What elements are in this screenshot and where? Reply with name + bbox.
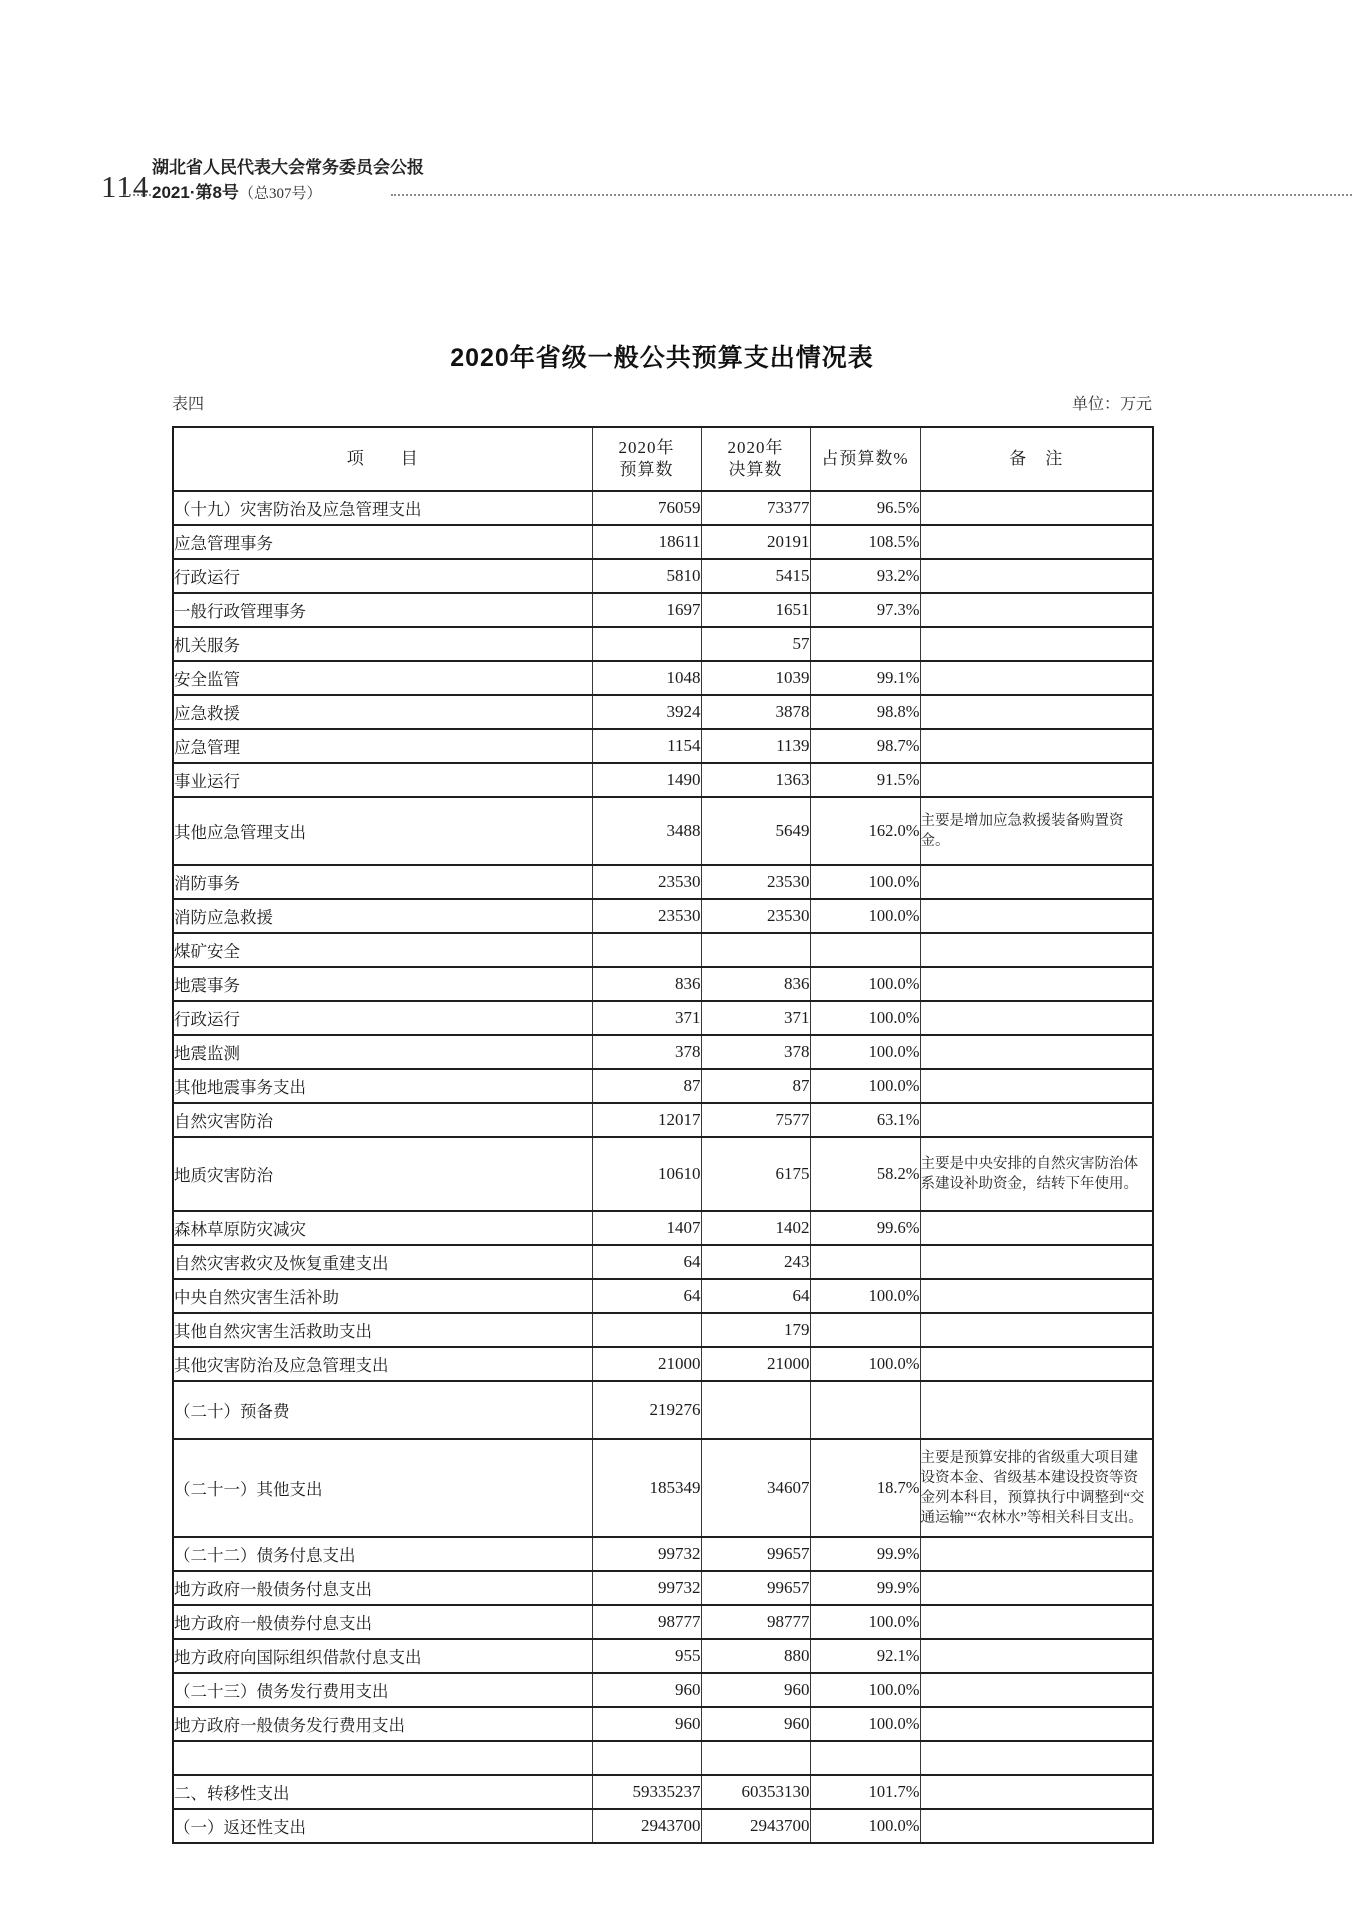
table-row [173,661,1153,695]
table-row [173,1741,1153,1775]
note-cell [920,1741,1153,1775]
final-cell: 2943700 [701,1809,810,1843]
item-cell: 行政运行 [173,559,592,593]
final-cell: 57 [701,627,810,661]
item-cell: 二、转移性支出 [173,1775,592,1809]
final-cell: 5649 [701,797,810,865]
note-cell [920,1571,1153,1605]
budget-cell: 1154 [592,729,701,763]
budget-cell: 21000 [592,1347,701,1381]
item-cell: 消防事务 [173,865,592,899]
budget-cell: 76059 [592,491,701,525]
col-header-budget-line1: 2020年 [618,438,675,457]
pct-cell: 98.8% [810,695,920,729]
note-cell [920,729,1153,763]
col-header-budget [592,427,701,491]
item-cell: 安全监管 [173,661,592,695]
note-cell [920,865,1153,899]
note-cell [920,763,1153,797]
budget-cell [592,933,701,967]
note-cell [920,933,1153,967]
item-cell [173,1741,592,1775]
item-cell: 地方政府一般债务发行费用支出 [173,1707,592,1741]
table-row [173,491,1153,525]
table-row [173,1347,1153,1381]
final-cell: 99657 [701,1571,810,1605]
table-row [173,1103,1153,1137]
table-row [173,763,1153,797]
budget-cell: 1048 [592,661,701,695]
note-cell [920,695,1153,729]
final-cell: 880 [701,1639,810,1673]
final-cell: 73377 [701,491,810,525]
budget-cell: 955 [592,1639,701,1673]
table-row [173,1537,1153,1571]
budget-cell: 371 [592,1001,701,1035]
note-cell [920,1809,1153,1843]
table-row [173,525,1153,559]
pct-cell: 99.9% [810,1571,920,1605]
masthead-issue-suffix: （总307号） [238,186,322,202]
pct-cell: 100.0% [810,899,920,933]
table-row [173,1211,1153,1245]
budget-table-body [173,491,1153,1843]
note-cell: 主要是预算安排的省级重大项目建设资本金、省级基本建设投资等资金列本科目，预算执行中调整到“交通运输”“农林水”等相关科目支出。 [920,1439,1153,1537]
pct-cell: 99.9% [810,1537,920,1571]
pct-cell: 100.0% [810,1001,920,1035]
note-cell [920,1707,1153,1741]
final-cell: 7577 [701,1103,810,1137]
table-row [173,865,1153,899]
note-cell [920,1001,1153,1035]
table-row [173,933,1153,967]
page-number: 114 [101,169,150,204]
budget-table [172,426,1154,1844]
item-cell: 地方政府一般债务付息支出 [173,1571,592,1605]
budget-cell: 99732 [592,1571,701,1605]
item-cell: 应急管理 [173,729,592,763]
final-cell: 3878 [701,695,810,729]
budget-cell: 64 [592,1279,701,1313]
table-row [173,1707,1153,1741]
item-cell: （一）返还性支出 [173,1809,592,1843]
pct-cell: 100.0% [810,1069,920,1103]
item-cell: （二十二）债务付息支出 [173,1537,592,1571]
item-cell: 其他自然灾害生活救助支出 [173,1313,592,1347]
table-row [173,1069,1153,1103]
table-row [173,797,1153,865]
item-cell: （十九）灾害防治及应急管理支出 [173,491,592,525]
table-row [173,1313,1153,1347]
item-cell: 地震事务 [173,967,592,1001]
final-cell: 20191 [701,525,810,559]
budget-cell: 99732 [592,1537,701,1571]
table-row [173,593,1153,627]
final-cell: 23530 [701,899,810,933]
unit-label: 单位：万元 [1071,396,1152,413]
pct-cell: 108.5% [810,525,920,559]
budget-cell: 59335237 [592,1775,701,1809]
budget-cell: 87 [592,1069,701,1103]
final-cell: 64 [701,1279,810,1313]
note-cell [920,1347,1153,1381]
note-cell [920,1211,1153,1245]
note-cell [920,1673,1153,1707]
item-cell: （二十三）债务发行费用支出 [173,1673,592,1707]
item-cell: 一般行政管理事务 [173,593,592,627]
note-cell [920,899,1153,933]
final-cell: 34607 [701,1439,810,1537]
table-row [173,1001,1153,1035]
note-cell [920,967,1153,1001]
pct-cell: 162.0% [810,797,920,865]
note-cell [920,1605,1153,1639]
note-cell [920,525,1153,559]
final-cell: 371 [701,1001,810,1035]
item-cell: 其他地震事务支出 [173,1069,592,1103]
pct-cell [810,933,920,967]
col-header-final-line1: 2020年 [727,438,784,457]
table-row [173,1605,1153,1639]
final-cell: 836 [701,967,810,1001]
final-cell: 960 [701,1673,810,1707]
note-cell [920,1279,1153,1313]
note-cell [920,1103,1153,1137]
budget-cell: 960 [592,1673,701,1707]
budget-cell: 64 [592,1245,701,1279]
note-cell [920,491,1153,525]
final-cell: 1039 [701,661,810,695]
col-header-budget-line2: 预算数 [619,460,674,479]
item-cell: （二十一）其他支出 [173,1439,592,1537]
final-cell: 1651 [701,593,810,627]
table-row [173,729,1153,763]
note-cell: 主要是中央安排的自然灾害防治体系建设补助资金，结转下年使用。 [920,1137,1153,1211]
pct-cell: 92.1% [810,1639,920,1673]
pct-cell: 96.5% [810,491,920,525]
budget-cell: 960 [592,1707,701,1741]
final-cell: 23530 [701,865,810,899]
table-tag: 表四 [172,396,205,413]
note-cell [920,1035,1153,1069]
budget-cell: 378 [592,1035,701,1069]
table-row [173,967,1153,1001]
budget-cell: 18611 [592,525,701,559]
pct-cell [810,1381,920,1439]
note-cell [920,1381,1153,1439]
item-cell: 地方政府一般债券付息支出 [173,1605,592,1639]
pct-cell: 100.0% [810,1673,920,1707]
item-cell: （二十）预备费 [173,1381,592,1439]
table-row [173,1137,1153,1211]
pct-cell: 91.5% [810,763,920,797]
pct-cell: 100.0% [810,865,920,899]
final-cell: 21000 [701,1347,810,1381]
budget-cell: 12017 [592,1103,701,1137]
pct-cell: 100.0% [810,1279,920,1313]
budget-cell: 10610 [592,1137,701,1211]
budget-cell [592,627,701,661]
budget-cell: 219276 [592,1381,701,1439]
final-cell: 1139 [701,729,810,763]
table-row [173,1439,1153,1537]
table-row [173,1381,1153,1439]
table-row [173,1809,1153,1843]
masthead-title: 湖北省人民代表大会常务委员会公报 [152,158,424,177]
table-meta [172,396,1152,414]
pct-cell: 63.1% [810,1103,920,1137]
budget-cell: 23530 [592,865,701,899]
pct-cell [810,1313,920,1347]
note-cell: 主要是增加应急救援装备购置资金。 [920,797,1153,865]
col-header-item: 项 目 [173,427,592,491]
pct-cell: 99.1% [810,661,920,695]
budget-cell [592,1313,701,1347]
pct-cell: 93.2% [810,559,920,593]
item-cell: 行政运行 [173,1001,592,1035]
pct-cell: 58.2% [810,1137,920,1211]
pct-cell: 99.6% [810,1211,920,1245]
final-cell: 60353130 [701,1775,810,1809]
item-cell: 机关服务 [173,627,592,661]
col-header-pct: 占预算数% [810,427,920,491]
table-row [173,1245,1153,1279]
final-cell: 1363 [701,763,810,797]
table-row [173,1571,1153,1605]
pct-cell: 100.0% [810,967,920,1001]
table-row [173,1775,1153,1809]
final-cell: 179 [701,1313,810,1347]
pct-cell: 97.3% [810,593,920,627]
pct-cell: 100.0% [810,1809,920,1843]
item-cell: 中央自然灾害生活补助 [173,1279,592,1313]
pct-cell [810,627,920,661]
final-cell [701,1381,810,1439]
budget-cell: 2943700 [592,1809,701,1843]
pct-cell: 18.7% [810,1439,920,1537]
budget-cell: 3924 [592,695,701,729]
item-cell: 自然灾害防治 [173,1103,592,1137]
table-row [173,627,1153,661]
table-header-row [173,427,1153,491]
item-cell: 地方政府向国际组织借款付息支出 [173,1639,592,1673]
pct-cell [810,1245,920,1279]
item-cell: 消防应急救援 [173,899,592,933]
budget-cell: 98777 [592,1605,701,1639]
dotted-leader-left [124,194,151,196]
note-cell [920,627,1153,661]
note-cell [920,1639,1153,1673]
masthead-issue: 2021·第8号 [152,183,239,202]
col-header-final-line2: 决算数 [728,460,783,479]
final-cell: 5415 [701,559,810,593]
budget-cell: 836 [592,967,701,1001]
item-cell: 应急救援 [173,695,592,729]
budget-cell: 1490 [592,763,701,797]
note-cell [920,1775,1153,1809]
dotted-leader-right [391,194,1352,196]
final-cell: 378 [701,1035,810,1069]
item-cell: 森林草原防灾减灾 [173,1211,592,1245]
table-row [173,899,1153,933]
pct-cell: 100.0% [810,1347,920,1381]
note-cell [920,559,1153,593]
pct-cell: 101.7% [810,1775,920,1809]
final-cell [701,1741,810,1775]
final-cell: 1402 [701,1211,810,1245]
col-header-final [701,427,810,491]
item-cell: 地震监测 [173,1035,592,1069]
item-cell: 其他灾害防治及应急管理支出 [173,1347,592,1381]
final-cell: 960 [701,1707,810,1741]
budget-cell: 185349 [592,1439,701,1537]
final-cell: 98777 [701,1605,810,1639]
final-cell: 243 [701,1245,810,1279]
item-cell: 其他应急管理支出 [173,797,592,865]
note-cell [920,1069,1153,1103]
pct-cell: 98.7% [810,729,920,763]
final-cell: 99657 [701,1537,810,1571]
item-cell: 煤矿安全 [173,933,592,967]
budget-cell: 23530 [592,899,701,933]
table-row [173,559,1153,593]
table-row [173,695,1153,729]
note-cell [920,661,1153,695]
pct-cell: 100.0% [810,1707,920,1741]
table-row [173,1279,1153,1313]
table-row [173,1673,1153,1707]
pct-cell: 100.0% [810,1035,920,1069]
item-cell: 地质灾害防治 [173,1137,592,1211]
pct-cell: 100.0% [810,1605,920,1639]
budget-cell: 5810 [592,559,701,593]
table-row [173,1639,1153,1673]
budget-cell: 3488 [592,797,701,865]
budget-cell [592,1741,701,1775]
table-row [173,1035,1153,1069]
note-cell [920,1245,1153,1279]
note-cell [920,1537,1153,1571]
note-cell [920,593,1153,627]
item-cell: 应急管理事务 [173,525,592,559]
budget-cell: 1697 [592,593,701,627]
budget-cell: 1407 [592,1211,701,1245]
col-header-note: 备 注 [920,427,1153,491]
final-cell: 6175 [701,1137,810,1211]
item-cell: 自然灾害救灾及恢复重建支出 [173,1245,592,1279]
table-title: 2020年省级一般公共预算支出情况表 [450,344,874,372]
masthead-issue-line [152,183,321,204]
item-cell: 事业运行 [173,763,592,797]
final-cell [701,933,810,967]
pct-cell [810,1741,920,1775]
final-cell: 87 [701,1069,810,1103]
note-cell [920,1313,1153,1347]
